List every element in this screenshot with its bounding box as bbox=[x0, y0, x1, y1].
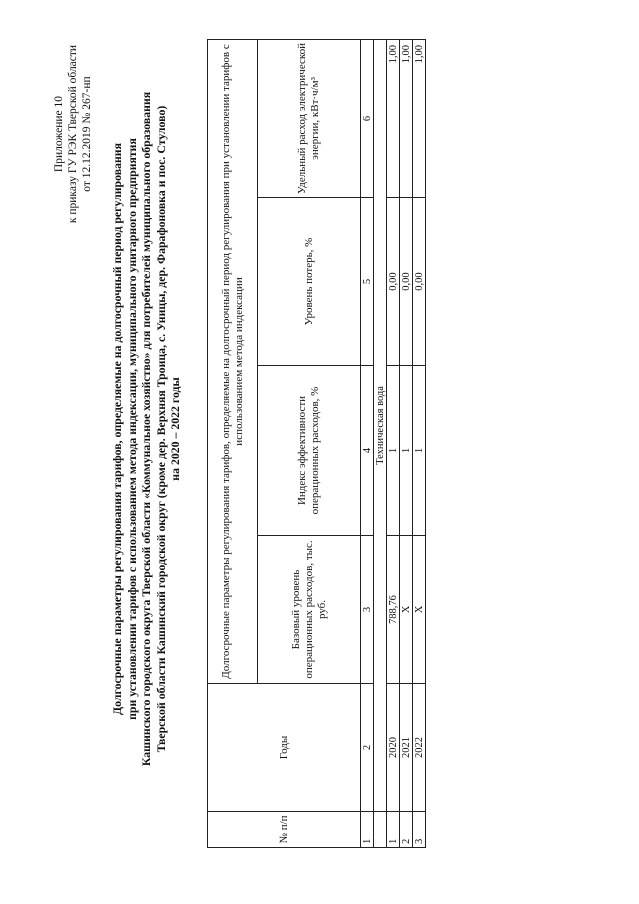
row-efficiency-index: 1 bbox=[387, 366, 400, 536]
column-number: 1 bbox=[361, 812, 374, 848]
row-number: 3 bbox=[413, 812, 426, 848]
header-number: № п/п bbox=[208, 812, 361, 848]
document-title bbox=[110, 34, 183, 824]
appendix-reference bbox=[52, 14, 94, 254]
title-line: Тверской области Кашинский городской округ (кроме дер. Верхняя Троица, с. Уницы, дер. Фарафоновка и пос. Стулово) bbox=[153, 105, 168, 753]
header-efficiency-index: Индекс эффективности операционных расходов, % bbox=[258, 366, 361, 536]
row-efficiency-index: 1 bbox=[413, 366, 426, 536]
column-number: 3 bbox=[361, 536, 374, 684]
row-year: 2021 bbox=[400, 684, 413, 812]
row-base-opex: 788,76 bbox=[387, 536, 400, 684]
appendix-order: к приказу ГУ РЭК Тверской области bbox=[67, 44, 79, 224]
row-losses: 0,00 bbox=[413, 198, 426, 366]
header-years: Годы bbox=[208, 684, 361, 812]
column-number: 4 bbox=[361, 366, 374, 536]
row-number: 2 bbox=[400, 812, 413, 848]
header-losses: Уровень потерь, % bbox=[258, 198, 361, 366]
table-row bbox=[387, 39, 400, 847]
section-spacer bbox=[374, 812, 387, 848]
section-technical-water: Техническая вода bbox=[374, 39, 387, 811]
row-base-opex: Х bbox=[413, 536, 426, 684]
row-number: 1 bbox=[387, 812, 400, 848]
table-row bbox=[400, 39, 413, 847]
appendix-date: от 12.12.2019 № 267-нп bbox=[81, 76, 93, 192]
row-efficiency-index: 1 bbox=[400, 366, 413, 536]
table-row bbox=[413, 39, 426, 847]
table-header-row bbox=[208, 39, 258, 847]
column-number: 2 bbox=[361, 684, 374, 812]
row-energy: 1,00 bbox=[413, 39, 426, 197]
column-number: 6 bbox=[361, 39, 374, 197]
row-losses: 0,00 bbox=[387, 198, 400, 366]
header-group-long-term-params: Долгосрочные параметры регулирования тарифов, определяемые на долгосрочный период регулирования при установлении тарифов с использованием метода индексации bbox=[208, 39, 258, 683]
appendix-number: Приложение 10 bbox=[53, 95, 65, 173]
header-base-opex: Базовый уровень операционных расходов, тыс. руб. bbox=[258, 536, 361, 684]
title-line: Кашинского городского округа Тверской области «Коммунальное хозяйство» для потребителей муниципального образования bbox=[139, 91, 153, 767]
section-row bbox=[374, 39, 387, 847]
title-line: Долгосрочные параметры регулирования тарифов, определяемые на долгосрочный период регулирования bbox=[110, 143, 124, 715]
row-energy: 1,00 bbox=[387, 39, 400, 197]
row-year: 2020 bbox=[387, 684, 400, 812]
tariff-parameters-table bbox=[207, 39, 426, 848]
title-line: при установлении тарифов с использованием метода индексации, муниципального унитарного предприятия bbox=[124, 138, 139, 720]
row-base-opex: Х bbox=[400, 536, 413, 684]
row-year: 2022 bbox=[413, 684, 426, 812]
title-line: на 2020 – 2022 годы bbox=[168, 377, 182, 481]
row-losses: 0,00 bbox=[400, 198, 413, 366]
column-number-row bbox=[361, 39, 374, 847]
column-number: 5 bbox=[361, 198, 374, 366]
row-energy: 1,00 bbox=[400, 39, 413, 197]
header-energy-consumption: Удельный расход электрической энергии, кВт·ч/м³ bbox=[258, 39, 361, 197]
